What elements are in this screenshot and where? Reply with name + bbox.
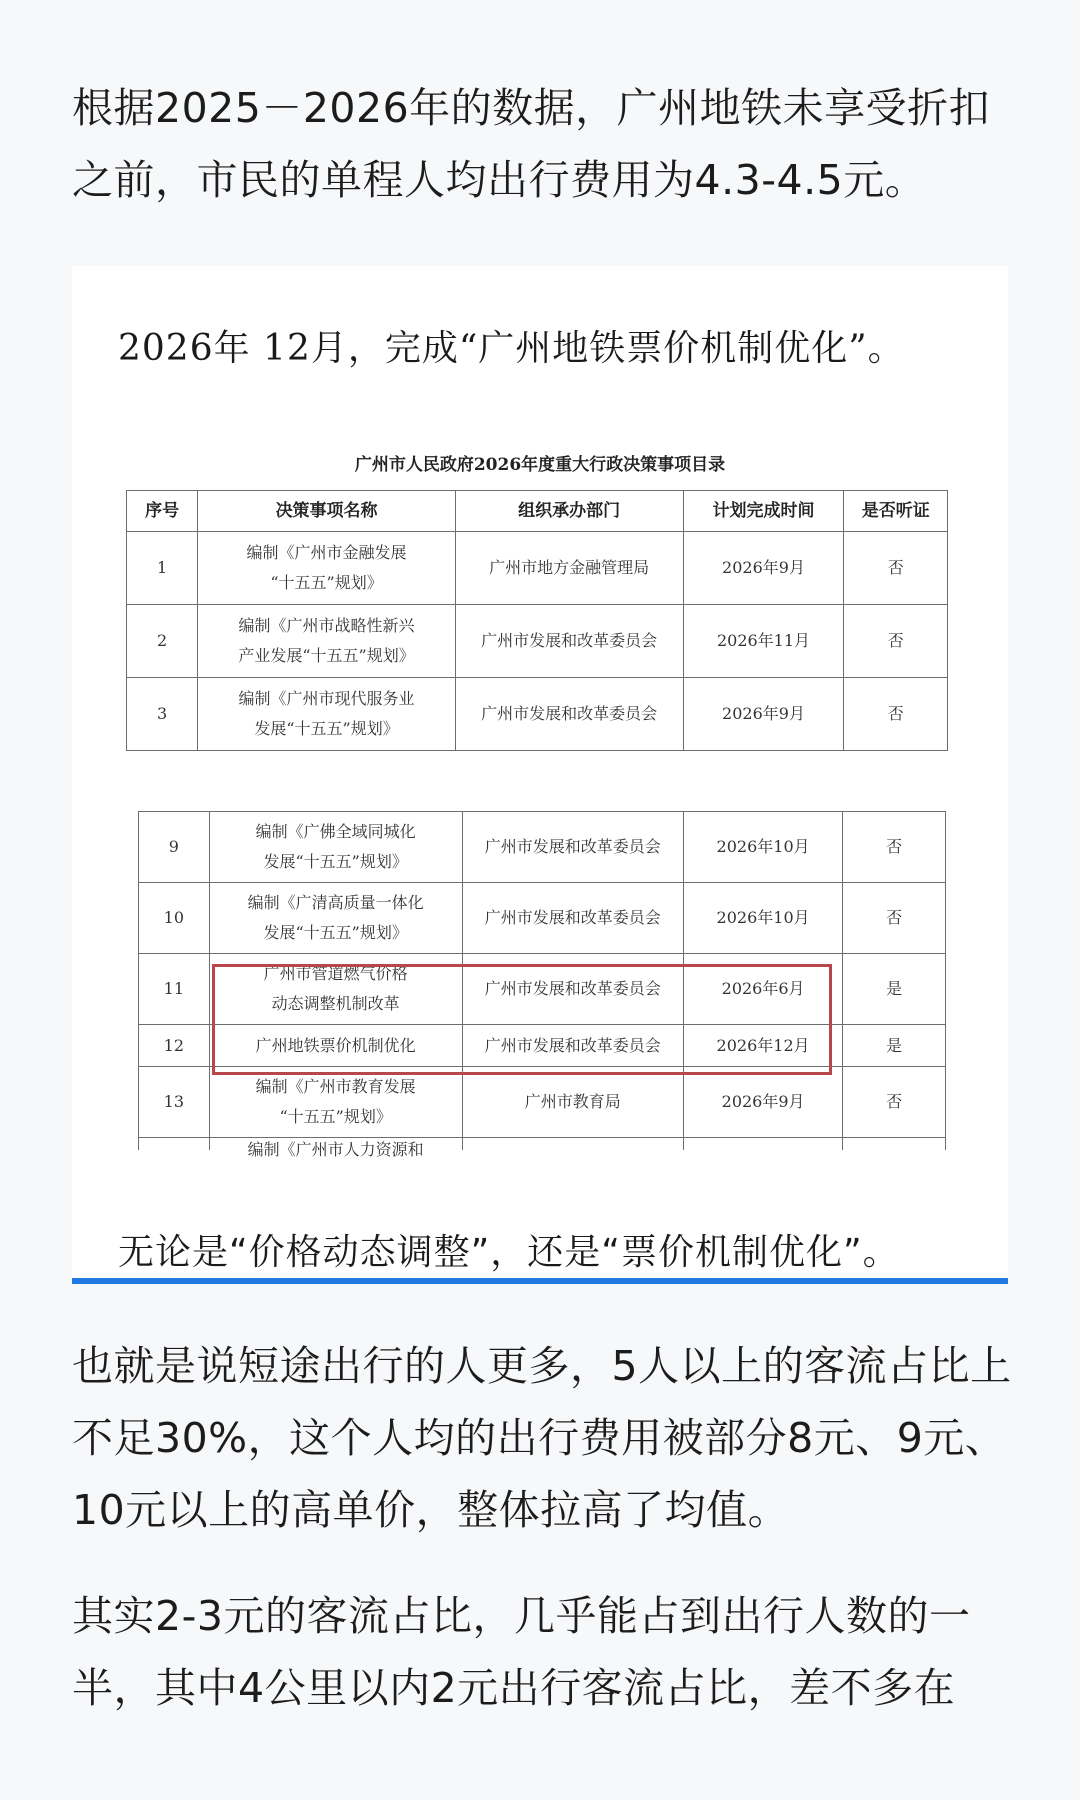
header-completion-time: 计划完成时间 <box>683 491 844 532</box>
row-hearing: 否 <box>844 605 948 678</box>
row-department: 广州市发展和改革委员会 <box>462 812 683 883</box>
row-item-name: 编制《广佛全域同城化 发展“十五五”规划》 <box>209 812 462 883</box>
row-number: 13 <box>139 1067 210 1138</box>
header-department: 组织承办部门 <box>455 491 683 532</box>
table-row <box>127 532 948 605</box>
row-department: 广州市发展和改革委员会 <box>462 883 683 954</box>
row-hearing: 否 <box>844 678 948 751</box>
article-paragraph-1: 根据2025－2026年的数据，广州地铁未享受折扣之前，市民的单程人均出行费用为4.3-4.5元。 <box>72 84 991 204</box>
header-item-name: 决策事项名称 <box>198 491 456 532</box>
row-item-name-cut: 编制《广州市人力资源和 <box>209 1138 462 1151</box>
row-item-name: 编制《广清高质量一体化 发展“十五五”规划》 <box>209 883 462 954</box>
article-paragraph-3: 其实2-3元的客流占比，几乎能占到出行人数的一半，其中4公里以内2元出行客流占比，差不多在 <box>72 1592 971 1712</box>
row-completion-time: 2026年12月 <box>683 1025 843 1067</box>
row-item-name: 编制《广州市现代服务业 发展“十五五”规划》 <box>198 678 456 751</box>
table-row <box>139 1067 946 1138</box>
row-number: 1 <box>127 532 198 605</box>
row-hearing: 否 <box>843 1067 946 1138</box>
decision-table-top <box>126 490 948 751</box>
row-completion-time: 2026年9月 <box>683 1067 843 1138</box>
row-hearing: 是 <box>843 954 946 1025</box>
row-item-name: 编制《广州市教育发展 “十五五”规划》 <box>209 1067 462 1138</box>
row-department: 广州市发展和改革委员会 <box>462 954 683 1025</box>
table-row-highlighted <box>139 1025 946 1067</box>
row-item-name: 广州地铁票价机制优化 <box>209 1025 462 1067</box>
row-department: 广州市地方金融管理局 <box>455 532 683 605</box>
row-item-name: 广州市管道燃气价格 动态调整机制改革 <box>209 954 462 1025</box>
row-completion-time: 2026年9月 <box>683 532 844 605</box>
embedded-document-image <box>72 266 1008 1282</box>
row-completion-time: 2026年11月 <box>683 605 844 678</box>
article-paragraph-2: 也就是说短途出行的人更多，5人以上的客流占比上不足30%，这个人均的出行费用被部分8元、9元、10元以上的高单价，整体拉高了均值。 <box>72 1342 1012 1534</box>
row-number: 10 <box>139 883 210 954</box>
row-number: 3 <box>127 678 198 751</box>
row-completion-time: 2026年9月 <box>683 678 844 751</box>
table-row <box>127 678 948 751</box>
row-hearing: 否 <box>843 883 946 954</box>
row-department: 广州市发展和改革委员会 <box>462 1025 683 1067</box>
table-row <box>127 605 948 678</box>
row-hearing: 否 <box>843 812 946 883</box>
row-number: 12 <box>139 1025 210 1067</box>
row-number: 2 <box>127 605 198 678</box>
row-department: 广州市发展和改革委员会 <box>455 678 683 751</box>
figure-footer-text: 无论是“价格动态调整”，还是“票价机制优化”。 <box>118 1232 900 1273</box>
table-row-cut-off <box>139 1138 946 1151</box>
row-number: 11 <box>139 954 210 1025</box>
row-hearing: 否 <box>844 532 948 605</box>
header-number: 序号 <box>127 491 198 532</box>
decision-table-bottom <box>138 811 946 1159</box>
table-row-highlighted <box>139 954 946 1025</box>
row-completion-time: 2026年6月 <box>683 954 843 1025</box>
table-header-row <box>127 491 948 532</box>
figure-heading: 2026年 12月，完成“广州地铁票价机制优化”。 <box>118 328 905 369</box>
table-row <box>139 883 946 954</box>
row-item-name: 编制《广州市金融发展 “十五五”规划》 <box>198 532 456 605</box>
row-department: 广州市教育局 <box>462 1067 683 1138</box>
row-hearing: 是 <box>843 1025 946 1067</box>
table-row <box>139 812 946 883</box>
header-hearing: 是否听证 <box>844 491 948 532</box>
row-department: 广州市发展和改革委员会 <box>455 605 683 678</box>
row-number: 9 <box>139 812 210 883</box>
row-completion-time: 2026年10月 <box>683 812 843 883</box>
table-title: 广州市人民政府2026年度重大行政决策事项目录 <box>354 455 726 475</box>
row-item-name: 编制《广州市战略性新兴 产业发展“十五五”规划》 <box>198 605 456 678</box>
divider-line <box>72 1278 1008 1284</box>
row-completion-time: 2026年10月 <box>683 883 843 954</box>
